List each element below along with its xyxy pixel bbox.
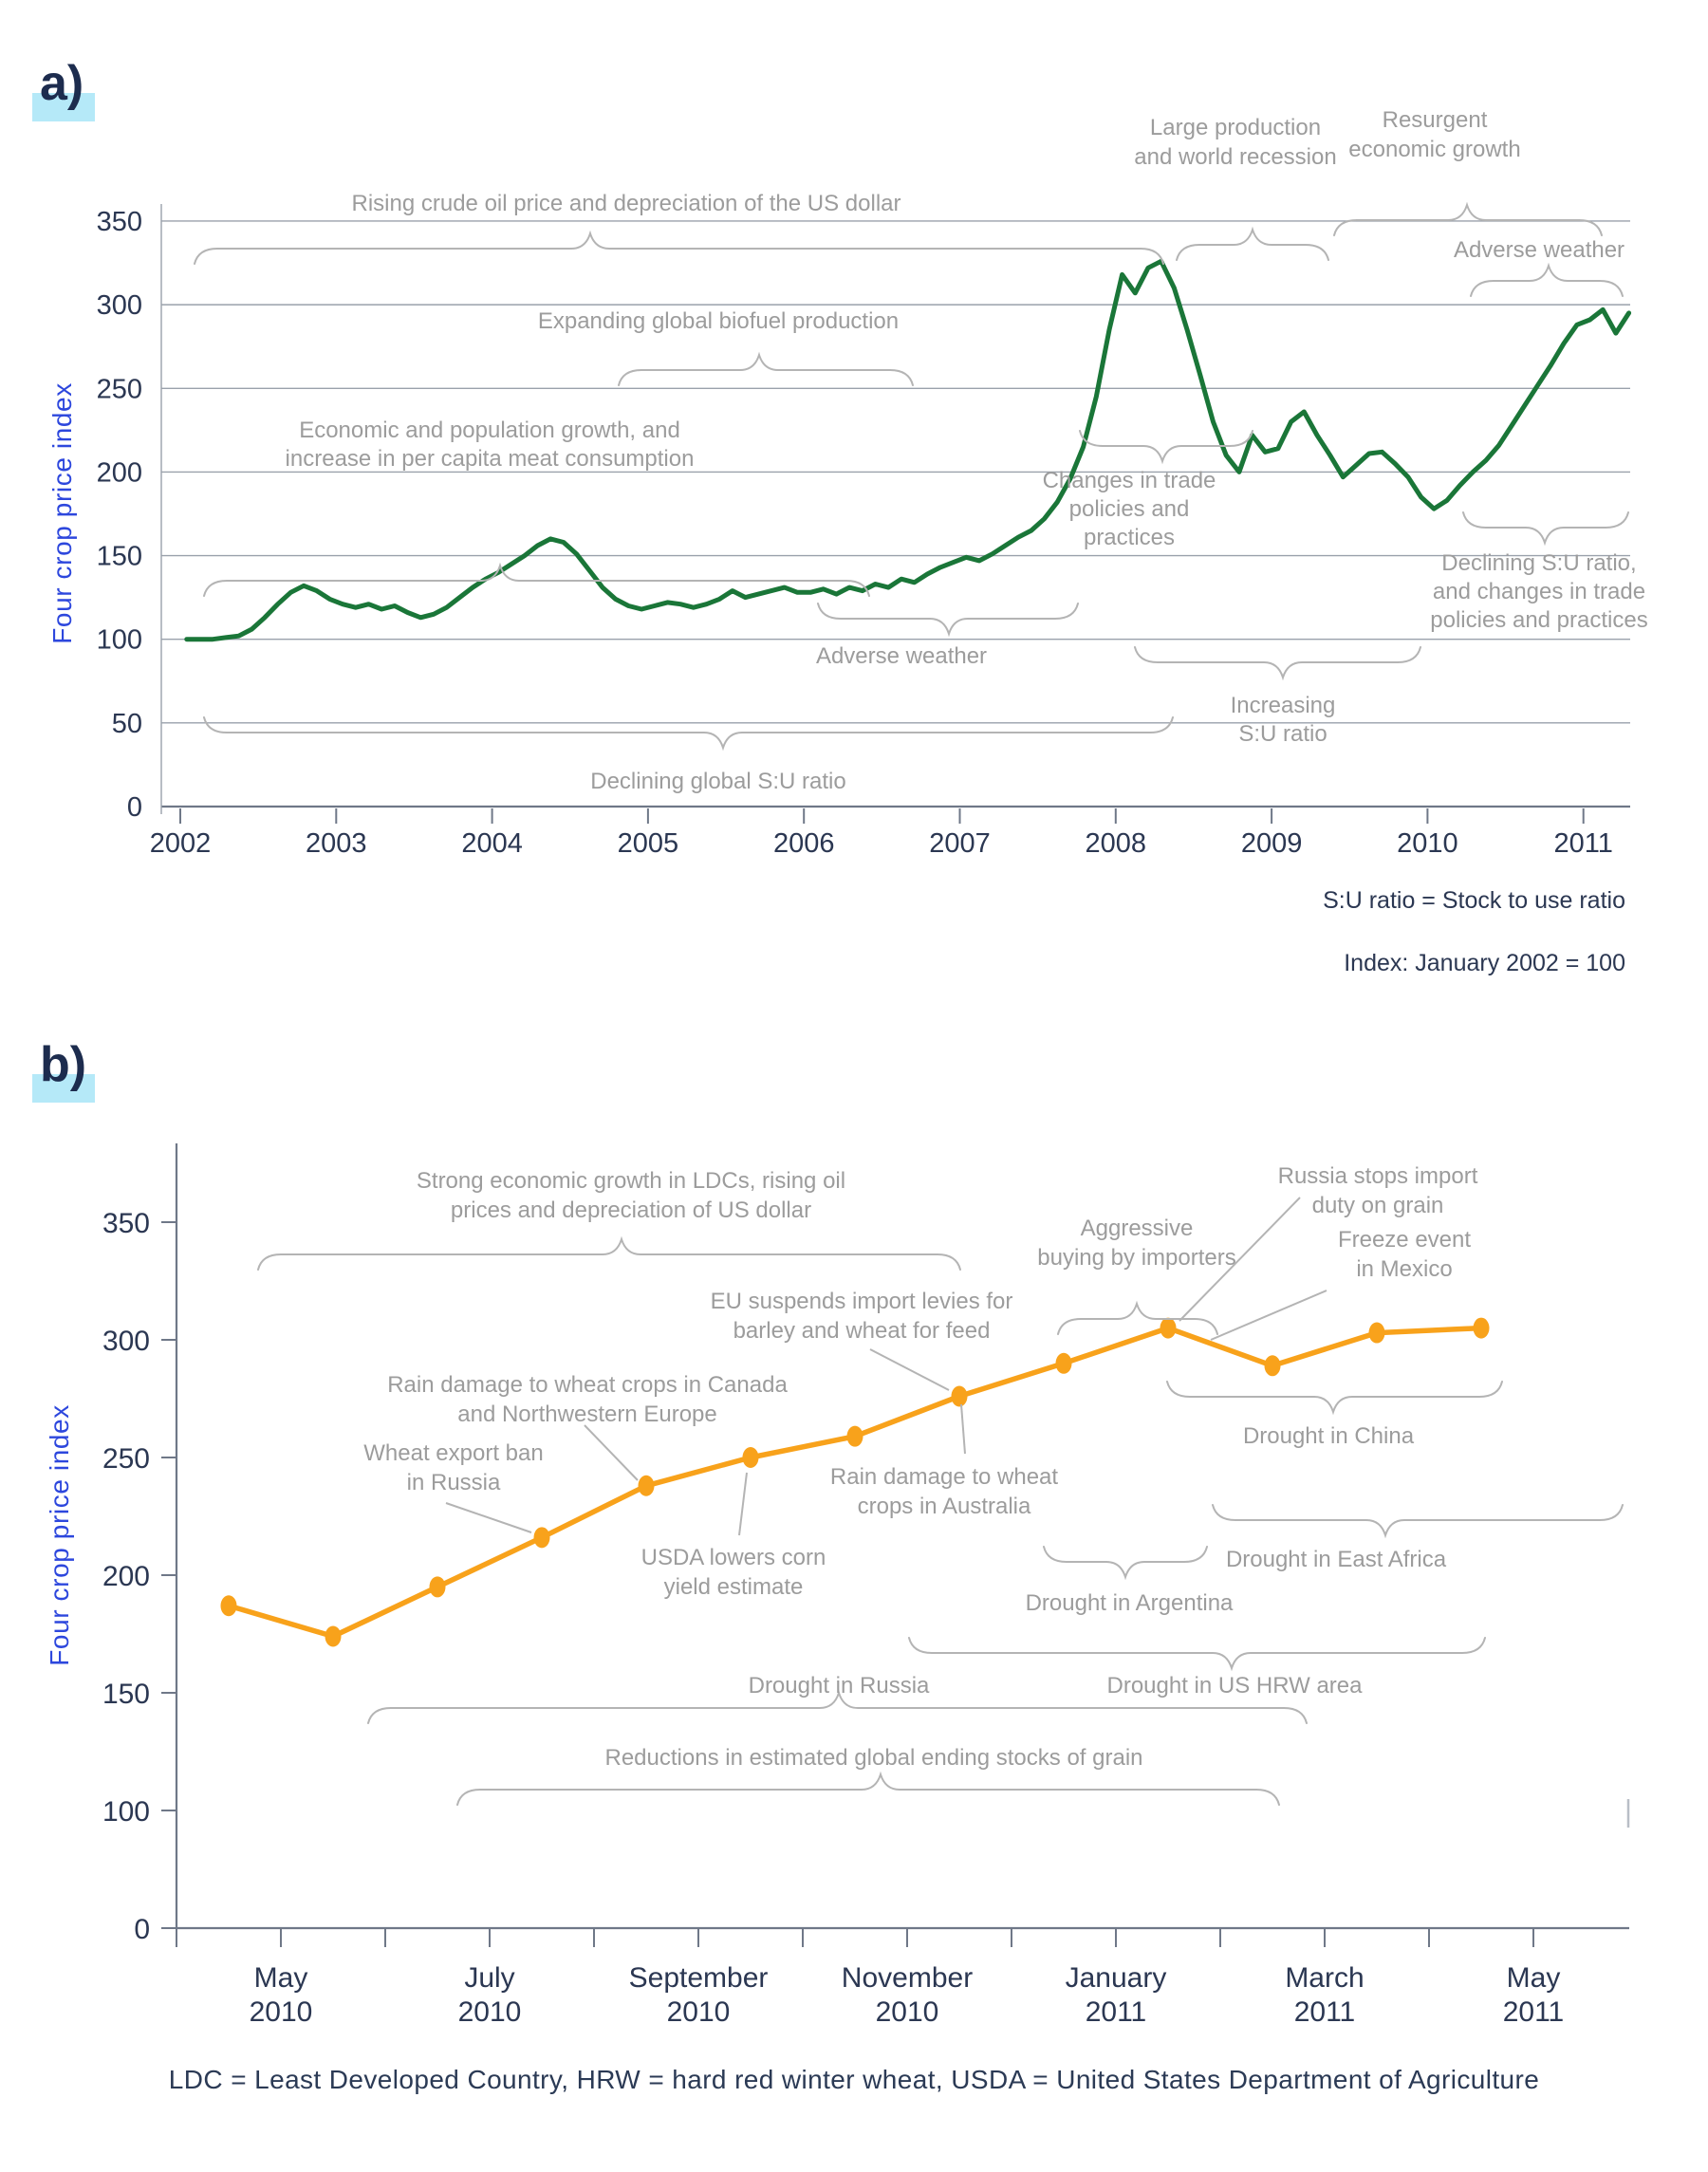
large-production-recession-brace: [1177, 230, 1328, 260]
resurgent-growth-text-0: Resurgent: [1382, 107, 1488, 133]
strong-economic-growth-ldc-text-1: prices and depreciation of US dollar: [450, 1197, 812, 1223]
b-ylabel-0: 0: [134, 1914, 150, 1945]
rain-damage-canada-text-1: and Northwestern Europe: [457, 1402, 717, 1427]
annotation-large-production-recession: [1134, 115, 1336, 260]
aggressive-buying-brace: [1058, 1304, 1217, 1334]
reductions-ending-stocks-brace: [457, 1774, 1279, 1805]
drought-russia-text-0: Drought in Russia: [748, 1673, 930, 1699]
b-ylabel-150: 150: [102, 1679, 150, 1710]
adverse-weather-mid-brace: [818, 603, 1078, 634]
b-ylabel-250: 250: [102, 1443, 150, 1475]
annotation-economic-population-growth: [204, 418, 869, 596]
annotation-drought-argentina: [1026, 1547, 1234, 1616]
annotation-declining-global-su: [204, 717, 1173, 794]
annotation-rising-crude-oil: [195, 191, 1163, 264]
b-ylabel-350: 350: [102, 1208, 150, 1239]
russia-stops-import-duty-text-0: Russia stops import: [1277, 1163, 1478, 1189]
b-data-point-3: [534, 1527, 550, 1548]
a-ytick-250: 250: [96, 374, 142, 405]
b-data-point-6: [847, 1426, 863, 1447]
b-ylabel-200: 200: [102, 1561, 150, 1592]
annotation-increasing-su: [1135, 647, 1420, 747]
usda-lowers-corn-text-1: yield estimate: [663, 1574, 804, 1600]
annotation-drought-east-africa: [1213, 1505, 1623, 1572]
drought-east-africa-text-0: Drought in East Africa: [1225, 1547, 1447, 1572]
declining-su-trade-right-brace: [1463, 512, 1628, 543]
annotation-adverse-weather-right: [1454, 237, 1624, 296]
eu-suspends-levies-text-1: barley and wheat for feed: [733, 1318, 991, 1344]
b-xlabel-March-2011: March 2011: [1285, 1962, 1365, 2028]
declining-su-trade-right-text-2: policies and practices: [1430, 607, 1648, 633]
a-xlabel-2004: 2004: [461, 828, 523, 859]
russia-stops-import-duty-text-1: duty on grain: [1311, 1193, 1444, 1218]
economic-population-growth-text-1: increase in per capita meat consumption: [285, 446, 695, 472]
increasing-su-brace: [1135, 647, 1420, 678]
annotation-wheat-export-ban-russia: [363, 1440, 543, 1532]
a-ytick-150: 150: [96, 541, 142, 572]
rain-damage-australia-text-1: crops in Australia: [857, 1494, 1031, 1519]
drought-argentina-text-0: Drought in Argentina: [1025, 1590, 1234, 1616]
resurgent-growth-brace: [1334, 205, 1602, 235]
annotation-declining-su-trade-right: [1430, 512, 1647, 633]
annotation-reductions-ending-stocks: [457, 1745, 1279, 1805]
reductions-ending-stocks-text-0: Reductions in estimated global ending stocks of grain: [604, 1745, 1143, 1771]
freeze-event-mexico-text-1: in Mexico: [1356, 1256, 1453, 1282]
rising-crude-oil-text-0: Rising crude oil price and depreciation of the US dollar: [351, 191, 901, 216]
b-data-point-10: [1265, 1355, 1281, 1376]
b-data-point-8: [1056, 1353, 1072, 1374]
b-xlabel-May-2011: May 2011: [1502, 1962, 1565, 2028]
aggressive-buying-text-1: buying by importers: [1037, 1245, 1236, 1271]
a-xlabel-2005: 2005: [617, 828, 679, 859]
a-ytick-100: 100: [96, 624, 142, 656]
annotation-drought-china: [1167, 1382, 1502, 1449]
freeze-event-mexico-leader: [1211, 1290, 1327, 1340]
b-data-point-5: [743, 1447, 759, 1468]
b-xlabel-September-2010: September 2010: [628, 1962, 769, 2028]
a-xlabel-2009: 2009: [1240, 828, 1303, 859]
wheat-export-ban-russia-leader: [446, 1503, 531, 1532]
annotation-strong-economic-growth-ldc: [258, 1168, 960, 1270]
b-data-point-4: [639, 1476, 655, 1496]
b-y-axis-title: Four crop price index: [45, 1404, 74, 1666]
changes-trade-policies-text-0: Changes in trade: [1042, 468, 1216, 493]
drought-us-hrw-text-0: Drought in US HRW area: [1106, 1673, 1363, 1699]
declining-su-trade-right-text-1: and changes in trade: [1432, 579, 1646, 604]
annotation-rain-damage-australia: [830, 1404, 1058, 1519]
annotation-aggressive-buying: [1037, 1216, 1235, 1334]
drought-china-text-0: Drought in China: [1242, 1423, 1415, 1449]
strong-economic-growth-ldc-brace: [258, 1239, 960, 1270]
a-xlabel-2002: 2002: [149, 828, 212, 859]
a-xlabel-2011: 2011: [1553, 828, 1613, 859]
b-data-point-11: [1369, 1323, 1385, 1344]
increasing-su-text-1: S:U ratio: [1238, 721, 1327, 747]
rising-crude-oil-brace: [195, 233, 1163, 264]
a-xlabel-2007: 2007: [929, 828, 991, 859]
rain-damage-canada-text-0: Rain damage to wheat crops in Canada: [387, 1372, 788, 1398]
a-xlabel-2008: 2008: [1085, 828, 1147, 859]
a-ytick-50: 50: [111, 708, 142, 739]
chart-a: [47, 107, 1648, 976]
rain-damage-canada-leader: [585, 1425, 638, 1480]
wheat-export-ban-russia-text-0: Wheat export ban: [363, 1440, 544, 1466]
declining-su-trade-right-text-0: Declining S:U ratio,: [1441, 550, 1637, 576]
declining-global-su-text-0: Declining global S:U ratio: [590, 769, 846, 794]
freeze-event-mexico-text-0: Freeze event: [1337, 1227, 1472, 1253]
a-xlabel-2010: 2010: [1397, 828, 1458, 859]
annotation-resurgent-growth: [1334, 107, 1602, 235]
rain-damage-australia-text-0: Rain damage to wheat: [829, 1464, 1059, 1490]
drought-china-brace: [1167, 1382, 1502, 1412]
b-xlabel-May-2010: May 2010: [249, 1962, 313, 2028]
b-xlabel-January-2011: January 2011: [1065, 1962, 1167, 2028]
a-note-0: S:U ratio = Stock to use ratio: [1323, 887, 1625, 914]
wheat-export-ban-russia-text-1: in Russia: [406, 1470, 501, 1495]
a-xlabel-2003: 2003: [306, 828, 367, 859]
a-ytick-200: 200: [96, 457, 142, 489]
annotation-freeze-event-mexico: [1211, 1227, 1471, 1340]
annotation-changes-trade-policies: [1043, 431, 1253, 550]
a-ytick-350: 350: [96, 206, 142, 237]
drought-us-hrw-brace: [909, 1638, 1485, 1668]
usda-lowers-corn-leader: [739, 1473, 747, 1535]
annotation-drought-us-hrw: [909, 1638, 1485, 1699]
changes-trade-policies-text-2: practices: [1083, 525, 1176, 550]
annotation-expanding-biofuel: [538, 308, 913, 385]
drought-argentina-brace: [1044, 1547, 1207, 1577]
expanding-biofuel-text-0: Expanding global biofuel production: [537, 308, 900, 334]
b-data-point-7: [952, 1386, 968, 1407]
b-data-point-0: [221, 1595, 237, 1616]
panel-a-label-text: a): [40, 56, 84, 111]
footnote: LDC = Least Developed Country, HRW = hard red winter wheat, USDA = United States Department of Agriculture: [168, 2065, 1540, 2094]
b-ylabel-100: 100: [102, 1796, 150, 1828]
b-data-point-9: [1160, 1318, 1177, 1339]
a-y-axis-title: Four crop price index: [47, 382, 77, 644]
changes-trade-policies-text-1: policies and: [1068, 496, 1190, 522]
adverse-weather-right-brace: [1471, 266, 1623, 296]
b-xlabel-July-2010: July 2010: [457, 1962, 522, 2028]
large-production-recession-text-0: Large production: [1149, 115, 1322, 140]
b-data-point-2: [430, 1576, 446, 1597]
usda-lowers-corn-text-0: USDA lowers corn: [640, 1545, 826, 1570]
resurgent-growth-text-1: economic growth: [1348, 137, 1521, 162]
eu-suspends-levies-text-0: EU suspends import levies for: [710, 1289, 1013, 1314]
a-ytick-0: 0: [126, 792, 142, 823]
adverse-weather-mid-text-0: Adverse weather: [815, 643, 988, 669]
expanding-biofuel-brace: [619, 355, 913, 385]
aggressive-buying-text-0: Aggressive: [1080, 1216, 1194, 1241]
declining-global-su-brace: [204, 717, 1173, 748]
annotation-usda-lowers-corn: [641, 1473, 826, 1600]
a-xlabel-2006: 2006: [772, 828, 835, 859]
strong-economic-growth-ldc-text-0: Strong economic growth in LDCs, rising oil: [416, 1168, 846, 1194]
adverse-weather-right-text-0: Adverse weather: [1453, 237, 1625, 263]
large-production-recession-text-1: and world recession: [1134, 144, 1337, 170]
a-ytick-300: 300: [96, 290, 142, 322]
b-data-point-12: [1474, 1318, 1490, 1339]
panel-b-label-text: b): [40, 1037, 87, 1092]
eu-suspends-levies-leader: [870, 1349, 949, 1390]
annotation-adverse-weather-mid: [816, 603, 1078, 669]
increasing-su-text-0: Increasing: [1230, 693, 1336, 718]
drought-east-africa-brace: [1213, 1505, 1623, 1535]
b-data-point-1: [325, 1625, 342, 1646]
rain-damage-australia-leader: [961, 1404, 965, 1454]
b-ylabel-300: 300: [102, 1326, 150, 1357]
economic-population-growth-text-0: Economic and population growth, and: [299, 418, 680, 443]
chart-b: [45, 1143, 1629, 2028]
b-xlabel-November-2010: November 2010: [841, 1962, 974, 2028]
a-note-1: Index: January 2002 = 100: [1344, 950, 1625, 976]
